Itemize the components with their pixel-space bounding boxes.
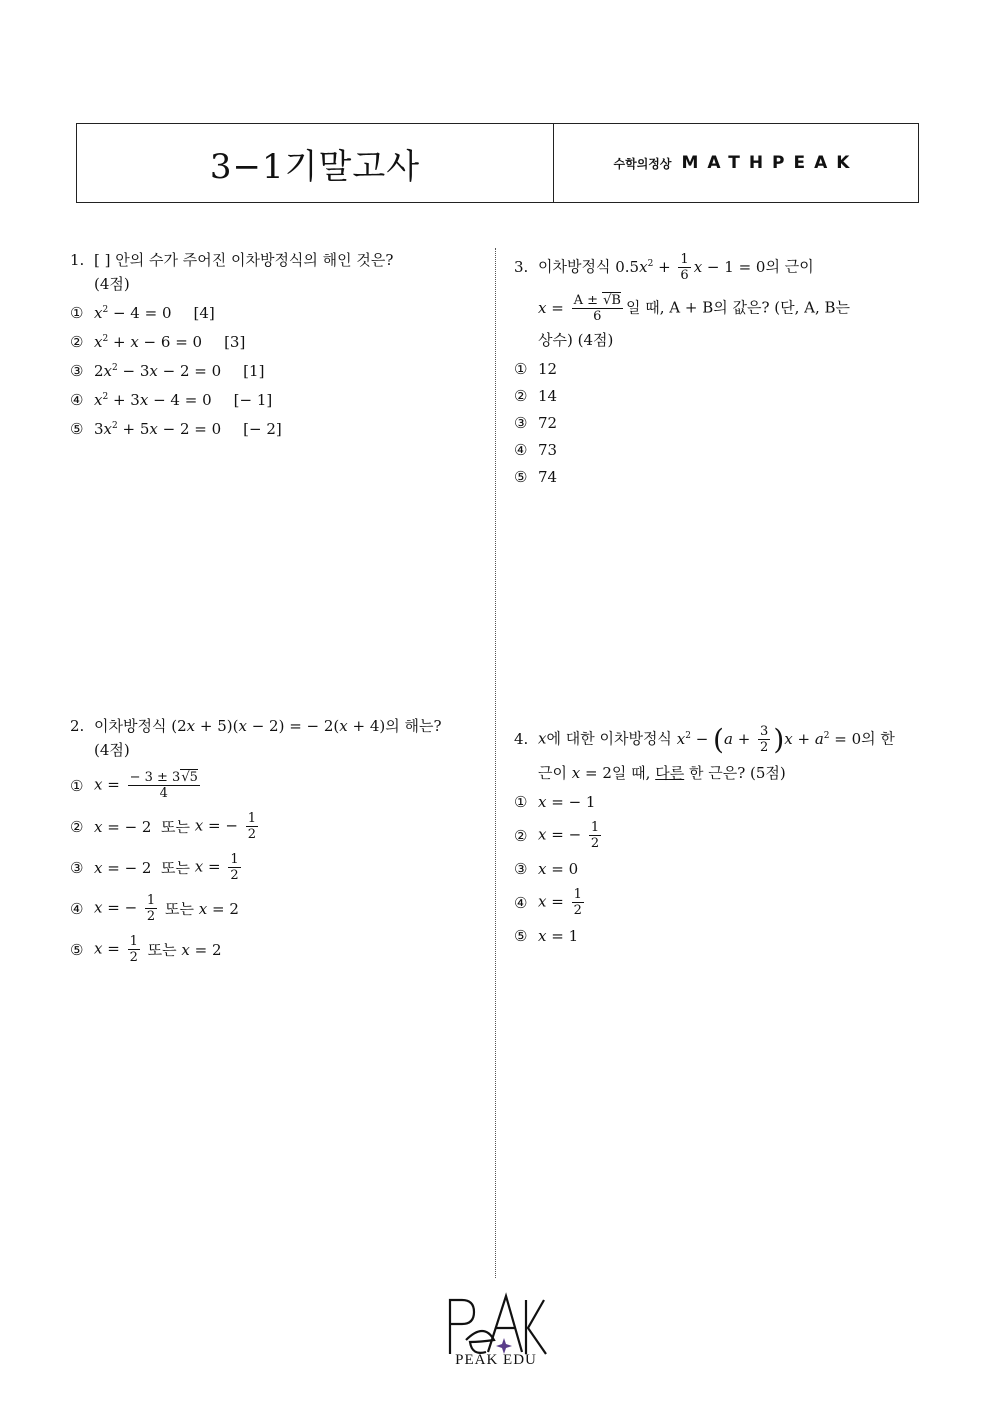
option-3-5[interactable]: ⑤ 74 [514, 468, 558, 486]
option-1-1[interactable]: ① $x^2 - 4 = 0$ [4] [70, 304, 215, 322]
question-4 [514, 724, 924, 948]
exam-title: 3−1기말고사 [77, 124, 554, 202]
question-2-stem: 2. 이차방정식 (2x + 5)(x − 2) = − 2(x + 4)의 해는? [70, 717, 442, 735]
option-1-3[interactable]: ③ $2x^2 - 3x - 2 = 0$ [1] [70, 362, 265, 380]
option-3-1[interactable]: ① 12 [514, 360, 558, 378]
option-3-3[interactable]: ③ 72 [514, 414, 558, 432]
option-1-5[interactable]: ⑤ $3x^2 + 5x - 2 = 0$ [− 2] [70, 420, 282, 438]
option-4-2[interactable]: ② x = − $\frac{1}{2}$ [514, 820, 600, 851]
option-2-1[interactable]: ① x = $\frac{- 3 \pm 3√5}{4}$ [70, 770, 198, 801]
question-1 [70, 248, 480, 441]
exam-header [76, 123, 919, 203]
option-3-4[interactable]: ④ 73 [514, 441, 558, 459]
option-1-4[interactable]: ④ $x^2 + 3x - 4 = 0$ [− 1] [70, 391, 273, 409]
question-3-line2: x = $\frac{A \pm √B}{6}$ 일 때, A + B의 값은? (단, A, B는 [538, 293, 851, 324]
option-3-2[interactable]: ② 14 [514, 387, 558, 405]
brand-subtitle: 수학의정상 [613, 156, 672, 171]
logo-text: PEAK EDU [455, 1352, 537, 1368]
option-2-2[interactable]: ② x = − 2 또는 x = − $\frac{1}{2}$ [70, 811, 256, 842]
option-1-2[interactable]: ② $x^2 + x - 6 = 0$ [3] [70, 333, 246, 351]
question-1-points: (4점) [94, 275, 130, 293]
option-4-3[interactable]: ③ x = 0 [514, 860, 579, 878]
question-3 [514, 252, 924, 489]
option-2-3[interactable]: ③ x = − 2 또는 x = $\frac{1}{2}$ [70, 852, 239, 883]
question-3-stem: 3. 이차방정식 $0.5x^2$ + $\frac{1}{6}$ x − 1 = 0의 근이 [514, 252, 814, 283]
column-divider [495, 248, 496, 1278]
question-2 [70, 714, 480, 965]
option-4-5[interactable]: ⑤ x = 1 [514, 927, 579, 945]
question-4-line2: 근이 x = 2일 때, 다른 한 근은? (5점) [538, 764, 786, 782]
option-4-4[interactable]: ④ x = $\frac{1}{2}$ [514, 887, 582, 918]
option-4-1[interactable]: ① x = − 1 [514, 793, 596, 811]
question-2-points: (4점) [94, 741, 130, 759]
brand-area [554, 124, 918, 202]
question-4-stem: 4. x에 대한 이차방정식 $x^2 - (a$ + $\frac{3}{2}$ )$x + a^2 = 0$의 한 [514, 722, 895, 756]
option-2-5[interactable]: ⑤ x = $\frac{1}{2}$ 또는 x = 2 [70, 934, 222, 965]
option-2-4[interactable]: ④ x = − $\frac{1}{2}$ 또는 x = 2 [70, 893, 239, 924]
brand-name: MATHPEAK [681, 153, 859, 173]
question-3-line3: 상수) (4점) [538, 331, 614, 349]
question-1-stem: 1. [ ] 안의 수가 주어진 이차방정식의 해인 것은? [70, 251, 394, 269]
